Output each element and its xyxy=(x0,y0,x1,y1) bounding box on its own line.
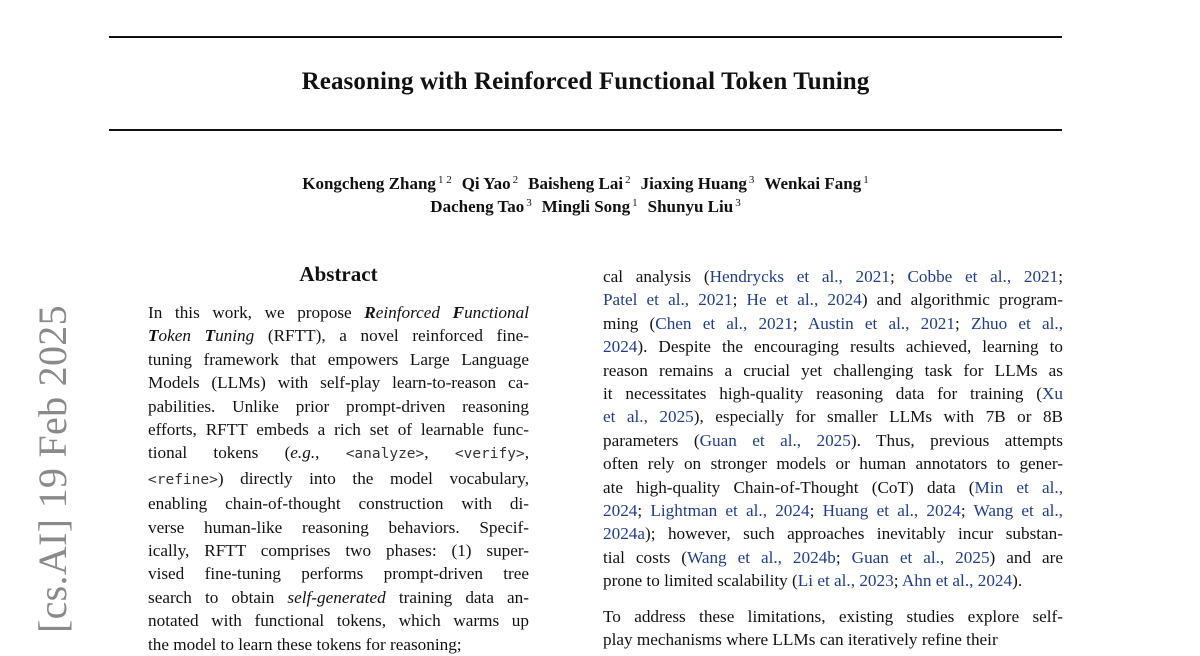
intro-paragraph-2 xyxy=(603,605,1063,652)
intro-line: Patel et al., 2021; He et al., 2024) and algorithmic program- xyxy=(603,290,1063,310)
author-affiliation: 3 xyxy=(748,174,755,186)
abstract-line: efforts, RFTT embeds a rich set of learnable func- xyxy=(148,420,529,440)
citation-link[interactable]: et al., 2025 xyxy=(603,407,694,427)
intro-line: tial costs (Wang et al., 2024b; Guan et al., 2025) and are xyxy=(603,547,1063,567)
citation-link[interactable]: Zhuo et al., xyxy=(970,313,1063,333)
citation-link[interactable]: Cobbe et al., 2021 xyxy=(907,267,1059,286)
abstract-body xyxy=(148,301,529,656)
author-list-line-1 xyxy=(0,174,1171,194)
abstract-line: In this work, we propose Reinforced Functional xyxy=(148,303,529,322)
author-affiliation: 1 xyxy=(632,197,638,209)
intro-line: ate high-quality Chain-of-Thought (CoT) data (Min et al., xyxy=(603,477,1063,497)
abstract-line: ically, RFTT comprises two phases: (1) super- xyxy=(148,541,529,561)
abstract-line: tuning framework that empowers Large Language xyxy=(148,349,529,369)
citation-link[interactable]: Li et al., 2023 xyxy=(797,571,894,591)
author-affiliation: 1 2 xyxy=(437,174,452,186)
intro-line: 2024). Despite the encouraging results achieved, learning to xyxy=(603,337,1063,357)
introduction-column xyxy=(603,265,1063,652)
author-name: Shunyu Liu $^3$ xyxy=(647,197,741,216)
author-name: Kongcheng Zhang $^{1 2}$ xyxy=(302,174,452,193)
author-affiliation: 3 xyxy=(735,197,741,209)
citation-link[interactable]: 2024 xyxy=(603,337,638,357)
citation-link[interactable]: Huang et al., 2024 xyxy=(822,501,961,521)
citation-link[interactable]: Hendrycks et al., 2021 xyxy=(709,267,890,286)
abstract-line: vised fine-tuning performs prompt-driven tree xyxy=(148,564,529,584)
citation-link[interactable]: Wang et al., 2024b xyxy=(686,547,836,567)
intro-line: ming (Chen et al., 2021; Austin et al., 2021; Zhuo et al., xyxy=(603,313,1063,333)
intro-line: 2024a); however, such approaches inevitably incur substan- xyxy=(603,524,1063,544)
abstract-line: search to obtain self-generated training data an- xyxy=(148,587,529,607)
citation-link[interactable]: He et al., 2024 xyxy=(746,290,862,310)
author-affiliation: 3 xyxy=(526,197,532,209)
abstract-line: notated with functional tokens, which warms up xyxy=(148,611,529,631)
author-name: Mingli Song $^1$ xyxy=(541,197,638,216)
author-list-line-2 xyxy=(0,197,1171,217)
abstract-heading: Abstract xyxy=(299,262,378,286)
author-name: Baisheng Lai $^2$ xyxy=(528,174,631,193)
citation-link[interactable]: Lightman et al., 2024 xyxy=(650,501,810,521)
title-bottom-rule xyxy=(109,129,1062,131)
intro-line: et al., 2025), especially for smaller LLMs with 7B or 8B xyxy=(603,407,1063,427)
author-affiliation: 1 xyxy=(863,174,869,186)
intro-line: prone to limited scalability (Li et al., 2023; Ahn et al., 2024). xyxy=(603,571,1023,591)
citation-link[interactable]: Guan et al., 2025 xyxy=(699,430,851,450)
citation-link[interactable]: Ahn et al., 2024 xyxy=(901,571,1013,591)
citation-link[interactable]: Austin et al., 2021 xyxy=(807,313,955,333)
intro-paragraph-1 xyxy=(603,265,1063,593)
citation-link[interactable]: Patel et al., 2021 xyxy=(603,290,733,310)
author-name: Qi Yao $^2$ xyxy=(461,174,519,193)
abstract-line: <refine>) directly into the model vocabulary, xyxy=(148,468,529,488)
citation-link[interactable]: Min et al., xyxy=(974,477,1063,497)
arxiv-side-stamp: [cs.AI] 19 Feb 2025 xyxy=(30,305,75,633)
intro-line: 2024; Lightman et al., 2024; Huang et al., 2024; Wang et al., xyxy=(603,501,1063,521)
title-top-rule xyxy=(109,36,1062,38)
citation-link[interactable]: Guan et al., 2025 xyxy=(851,547,990,567)
abstract-line: Models (LLMs) with self-play learn-to-reason ca- xyxy=(148,373,529,393)
abstract-line: Token Tuning (RFTT), a novel reinforced fine- xyxy=(148,326,529,346)
citation-link[interactable]: 2024a xyxy=(603,524,646,544)
intro-line: cal analysis (Hendrycks et al., 2021; Cobbe et al., 2021; xyxy=(603,267,1063,286)
abstract-line: tional tokens (e.g., <analyze>, <verify>, xyxy=(148,443,529,463)
intro-line: it necessitates high-quality reasoning data for training (Xu xyxy=(603,384,1063,404)
paper-title: Reasoning with Reinforced Functional Token Tuning xyxy=(301,68,870,95)
author-affiliation: 2 xyxy=(625,174,631,186)
citation-link[interactable]: 2024 xyxy=(603,501,638,521)
abstract-line: verse human-like reasoning behaviors. Specif- xyxy=(148,517,529,537)
citation-link[interactable]: Chen et al., 2021 xyxy=(655,313,793,333)
intro-line: parameters (Guan et al., 2025). Thus, previous attempts xyxy=(603,430,1063,450)
author-name: Wenkai Fang $^1$ xyxy=(764,174,869,193)
citation-link[interactable]: Wang et al., xyxy=(973,501,1063,521)
author-name: Jiaxing Huang $^3$ xyxy=(640,174,755,193)
author-affiliation: 2 xyxy=(512,174,519,186)
intro-line: often rely on stronger models or human annotators to gener- xyxy=(603,454,1063,474)
abstract-line: pabilities. Unlike prior prompt-driven reasoning xyxy=(148,396,529,416)
abstract-line: enabling chain-of-thought construction with di- xyxy=(148,494,529,514)
author-name: Dacheng Tao $^3$ xyxy=(430,197,532,216)
abstract-line: the model to learn these tokens for reasoning; xyxy=(148,634,462,654)
intro-line: To address these limitations, existing studies explore self- xyxy=(603,606,1063,626)
intro-line: play mechanisms where LLMs can iteratively refine their xyxy=(603,630,998,650)
citation-link[interactable]: Xu xyxy=(1041,384,1063,404)
intro-line: reason remains a crucial yet challenging task for LLMs as xyxy=(603,360,1063,380)
